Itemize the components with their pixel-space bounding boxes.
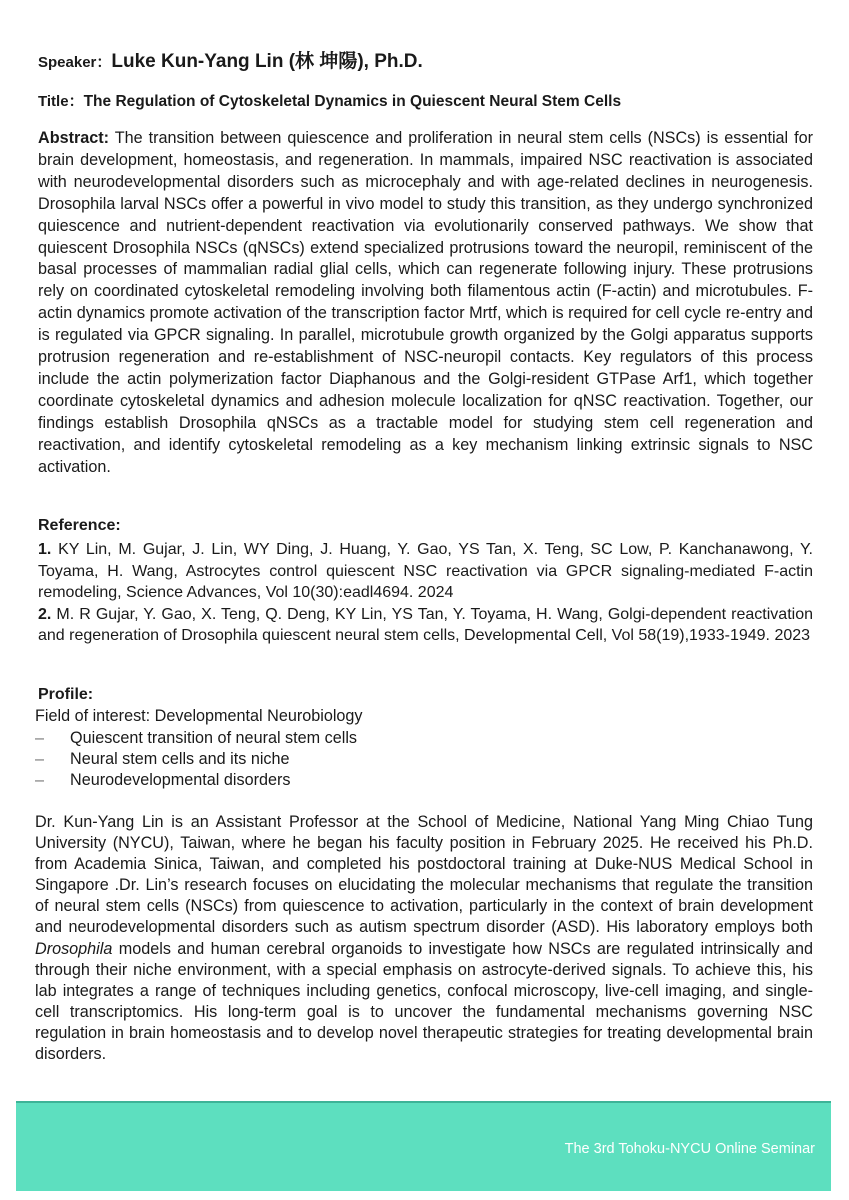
- interest-text: Neurodevelopmental disorders: [70, 771, 291, 790]
- talk-title-line: [38, 90, 621, 111]
- field-of-interest: Field of interest: Developmental Neurobiology: [35, 707, 363, 725]
- footer-banner: [16, 1101, 831, 1191]
- abstract-paragraph: [38, 128, 813, 479]
- bio-text-2: models and human cerebral organoids to investigate how NSCs are regulated intrinsically and through their niche environment, with a special emphasis on astrocyte-derived signals. To achieve this, his lab integrates a range of techniques including genetics, confocal microscopy, live-cell imaging, and single-cell transcriptomics. His long-term goal is to uncover the fundamental mechanisms governing NSC regulation in brain homeostasis and to develop novel therapeutic strategies for treating developmental brain disorders.: [35, 939, 813, 1064]
- talk-title: The Regulation of Cytoskeletal Dynamics in Quiescent Neural Stem Cells: [83, 93, 622, 110]
- dash-bullet: –: [35, 771, 45, 790]
- speaker-line: [38, 46, 423, 73]
- bio-text-1: Dr. Kun-Yang Lin is an Assistant Professor at the School of Medicine, National Yang Ming Chiao Tung University (NYCU), Taiwan, where he began his faculty position in February 2025. He received his Ph.D. from Academia Sinica, Taiwan, and completed his postdoctoral training at Duke-NUS Medical School in Singapore .Dr. Lin’s research focuses on elucidating the molecular mechanisms that regulate the transition of neural stem cells (NSCs) from quiescence to activation, particularly in the context of brain development and neurodevelopmental disorders such as autism spectrum disorder (ASD). His laboratory employs both: [35, 813, 813, 937]
- abstract-label: Abstract:: [38, 129, 110, 147]
- reference-item: [38, 539, 813, 604]
- speaker-name: Luke Kun-Yang Lin (林 坤陽), Ph.D.: [111, 51, 423, 72]
- reference-list: [38, 539, 813, 647]
- list-item: [35, 770, 357, 791]
- reference-number: 1.: [38, 541, 52, 558]
- footer-text: The 3rd Tohoku-NYCU Online Seminar: [564, 1141, 815, 1157]
- biography-paragraph: [35, 812, 813, 1065]
- dash-bullet: –: [35, 729, 45, 747]
- reference-number: 2.: [38, 605, 52, 623]
- interest-text: Neural stem cells and its niche: [70, 750, 290, 769]
- reference-text: KY Lin, M. Gujar, J. Lin, WY Ding, J. Huang, Y. Gao, YS Tan, X. Teng, SC Low, P. Kanchanawong, Y. Toyama, H. Wang, Astrocytes control quiescent NSC reactivation via GPCR signaling-mediated F-actin remodeling, Science Advances, Vol 10(30):eadl4694. 2024: [38, 541, 813, 601]
- interest-list: [35, 728, 357, 792]
- list-item: [35, 728, 357, 749]
- reference-heading: Reference:: [38, 517, 121, 534]
- bio-italic-term: Drosophila: [35, 939, 113, 958]
- interest-text: Quiescent transition of neural stem cells: [70, 729, 358, 747]
- speaker-label: Speaker：: [38, 54, 112, 71]
- profile-heading: Profile:: [38, 686, 94, 703]
- title-label: Title：: [38, 93, 84, 110]
- reference-text: M. R Gujar, Y. Gao, X. Teng, Q. Deng, KY Lin, YS Tan, Y. Toyama, H. Wang, Golgi-dependent reactivation and regeneration of Drosophila quiescent neural stem cells, Developmental Cell, Vol 58(19),1933-1949. 2023: [38, 605, 813, 644]
- dash-bullet: –: [35, 750, 45, 769]
- reference-item: [38, 604, 813, 647]
- abstract-text: The transition between quiescence and proliferation in neural stem cells (NSCs) is essential for brain development, homeostasis, and regeneration. In mammals, impaired NSC reactivation is associated with neurodevelopmental disorders such as microcephaly and with age-related declines in neurogenesis. Drosophila larval NSCs offer a powerful in vivo model to study this transition, as they undergo synchronized quiescence and nutrient-dependent reactivation via evolutionarily conserved pathways. We show that quiescent Drosophila NSCs (qNSCs) extend specialized protrusions toward the neuropil, reminiscent of the basal processes of mammalian radial glial cells, which can regenerate following injury. These protrusions rely on coordinated cytoskeletal remodeling involving both filamentous actin (F-actin) and microtubules. F-actin dynamics promote activation of the transcription factor Mrtf, which is required for cell cycle re-entry and is regulated via GPCR signaling. In parallel, microtubule growth organized by the Golgi apparatus supports protrusion regeneration and re-establishment of NSC-neuropil contacts. Key regulators of this process include the actin polymerization factor Diaphanous and the Golgi-resident GTPase Arf1, which together coordinate cytoskeletal dynamics and adhesion molecule localization for qNSC reactivation. Together, our findings establish Drosophila qNSCs as a tractable model for studying stem cell regeneration and reactivation, and identify cytoskeletal remodeling as a key mechanism linking extrinsic signals to NSC activation.: [38, 129, 813, 476]
- list-item: [35, 749, 357, 770]
